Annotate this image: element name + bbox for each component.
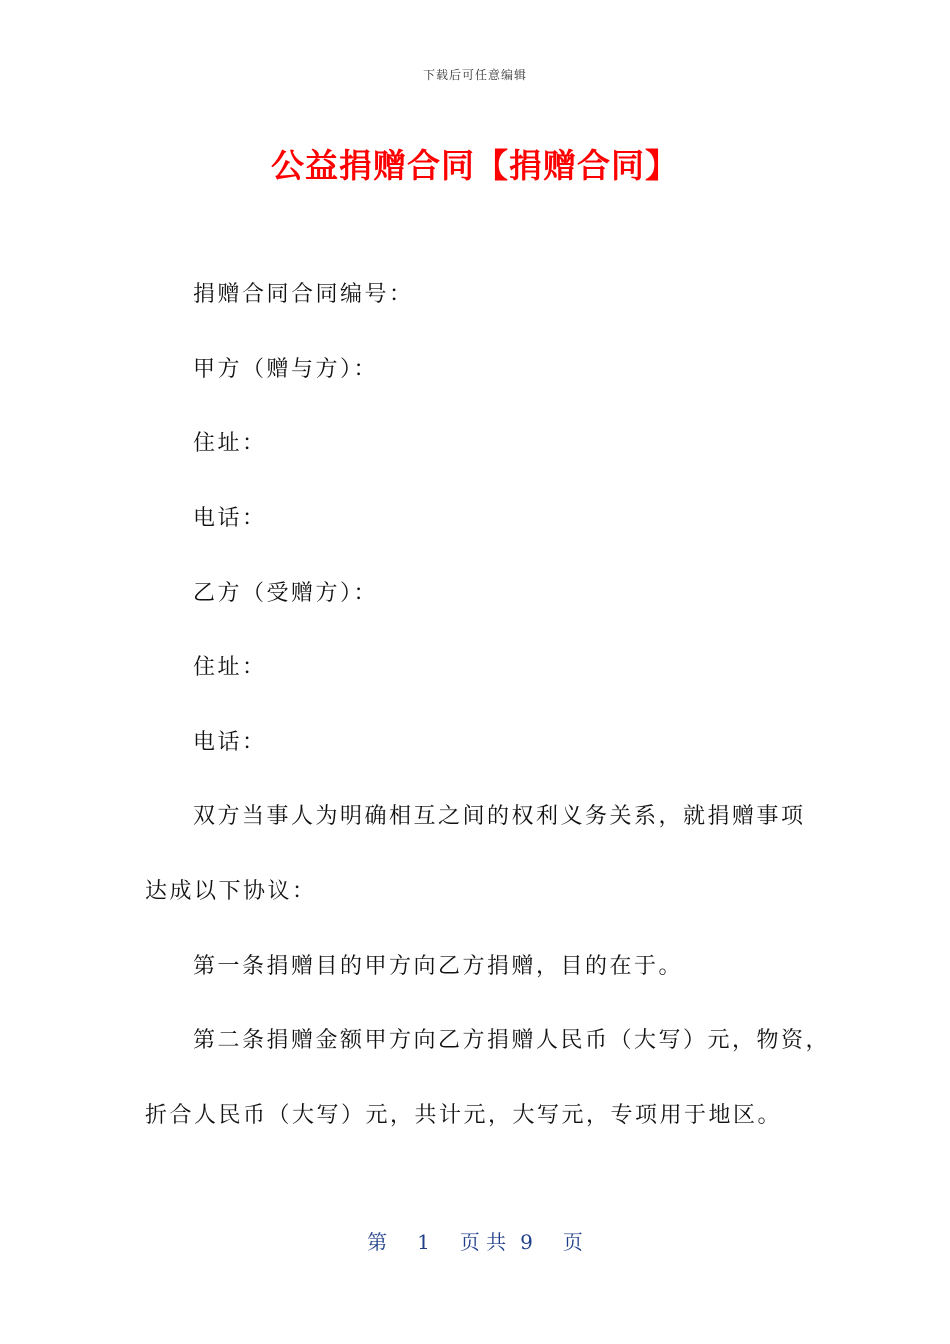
- footer-total-pages: 9: [520, 1230, 533, 1254]
- document-title: 公益捐赠合同【捐赠合同】: [271, 146, 679, 185]
- footer-page-number: 1: [417, 1230, 430, 1254]
- footer-ye: 页: [562, 1230, 583, 1254]
- party-a-phone-line: 电话：: [193, 506, 267, 531]
- article-2-line-1: 第二条捐赠金额甲方向乙方捐赠人民币（大写）元，物资，: [193, 1028, 831, 1053]
- footer-ye-gong: 页 共: [459, 1230, 507, 1254]
- footer-di: 第: [367, 1230, 388, 1254]
- party-b-phone-line: 电话：: [193, 730, 267, 755]
- preamble-line-2: 达成以下协议：: [145, 879, 317, 904]
- header-note: 下载后可任意编辑: [422, 68, 527, 82]
- article-1-line: 第一条捐赠目的甲方向乙方捐赠，目的在于。: [193, 954, 684, 979]
- party-b-address-line: 住址：: [193, 655, 267, 680]
- contract-number-line: 捐赠合同合同编号：: [193, 282, 414, 307]
- party-a-line: 甲方（赠与方）：: [193, 357, 379, 382]
- party-a-address-line: 住址：: [193, 431, 267, 456]
- page-footer: [0, 1226, 950, 1255]
- party-b-line: 乙方（受赠方）：: [193, 581, 379, 606]
- article-2-line-2: 折合人民币（大写）元，共计元，大写元，专项用于地区。: [145, 1103, 783, 1128]
- preamble-line-1: 双方当事人为明确相互之间的权利义务关系，就捐赠事项: [193, 804, 806, 829]
